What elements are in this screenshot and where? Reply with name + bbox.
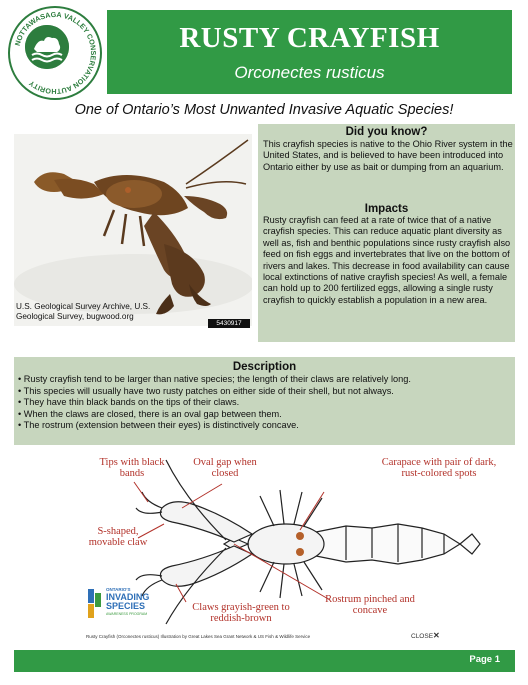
photo-id-badge: 5430917 <box>208 319 250 328</box>
list-item: • The rostrum (extension between their eyes) is distinctively concave. <box>18 420 299 431</box>
impacts-heading: Impacts <box>364 203 409 215</box>
list-item: • This species will usually have two rusty patches on either side of their shell, but not always. <box>18 385 394 396</box>
list-item: • When the claws are closed, there is an oval gap between them. <box>18 408 282 419</box>
page-number: Page 1 <box>469 654 500 665</box>
logo-ring-text: NOTTAWASAGA VALLEY CONSERVATION AUTHORITY <box>12 9 99 97</box>
close-button[interactable] <box>411 631 440 640</box>
label-s-shaped-claw: S-shaped, movable claw <box>88 526 148 548</box>
did-you-know-heading: Did you know? <box>345 126 428 138</box>
did-you-know-text: This crayfish species is native to the Ohio River system in the United States, and is believed to have been introduced into Ontario either by use as bait or dumping from an aquarium. <box>263 139 513 172</box>
description-heading: Description <box>232 361 297 373</box>
logo-main-text: INVADING SPECIES <box>106 592 150 611</box>
label-rostrum: Rostrum pinched and concave <box>325 594 415 616</box>
list-item: • They have thin black bands on the tips of their claws. <box>18 397 240 408</box>
tagline: One of Ontario’s Most Unwanted Invasive Aquatic Species! <box>74 102 454 118</box>
logo-sub-text: AWARENESS PROGRAM <box>106 612 148 616</box>
page-title: RUSTY CRAYFISH <box>179 22 440 54</box>
label-oval-gap: Oval gap when closed <box>193 457 257 479</box>
invading-species-logo <box>88 585 178 623</box>
label-carapace: Carapace with pair of dark, rust-colored spots <box>381 457 497 479</box>
close-label: CLOSE <box>411 633 434 640</box>
diagram-caption: Rusty Crayfish (Orconectes rusticus) Illustration by Great Lakes Sea Grant Network & US Fish & Wildlife Service <box>86 634 311 639</box>
logo-emblem-icon <box>25 25 69 69</box>
close-icon: ✕ <box>433 631 440 640</box>
description-list <box>18 374 512 432</box>
list-item: • Rusty crayfish tend to be larger than native species; the length of their claws are relatively long. <box>18 374 411 384</box>
scientific-name: Orconectes rusticus <box>234 63 385 82</box>
photo-credit: U.S. Geological Survey Archive, U.S. Geological Survey, bugwood.org <box>16 302 151 321</box>
impacts-text: Rusty crayfish can feed at a rate of twice that of a native crayfish species. This can reduce aquatic plant diversity as well as, fish and benthic populations since rusty crayfish also feed on fish eggs and invertebrates that live on the bottom of rivers and lakes. This decrease in food availability can cause local extinctions of native crayfish species! As well, a female can hold up to 200 fertilized eggs, allowing a single rusty crayfish to quickly establish a population in a new area. <box>263 215 511 305</box>
label-tips: Tips with black bands <box>99 457 165 479</box>
logo-top-text: ONTARIO'S <box>106 587 131 592</box>
crayfish-photo <box>14 134 252 326</box>
label-claws-color: Claws grayish-green to reddish-brown <box>192 602 290 624</box>
ontario-trillium-icon <box>88 589 102 619</box>
